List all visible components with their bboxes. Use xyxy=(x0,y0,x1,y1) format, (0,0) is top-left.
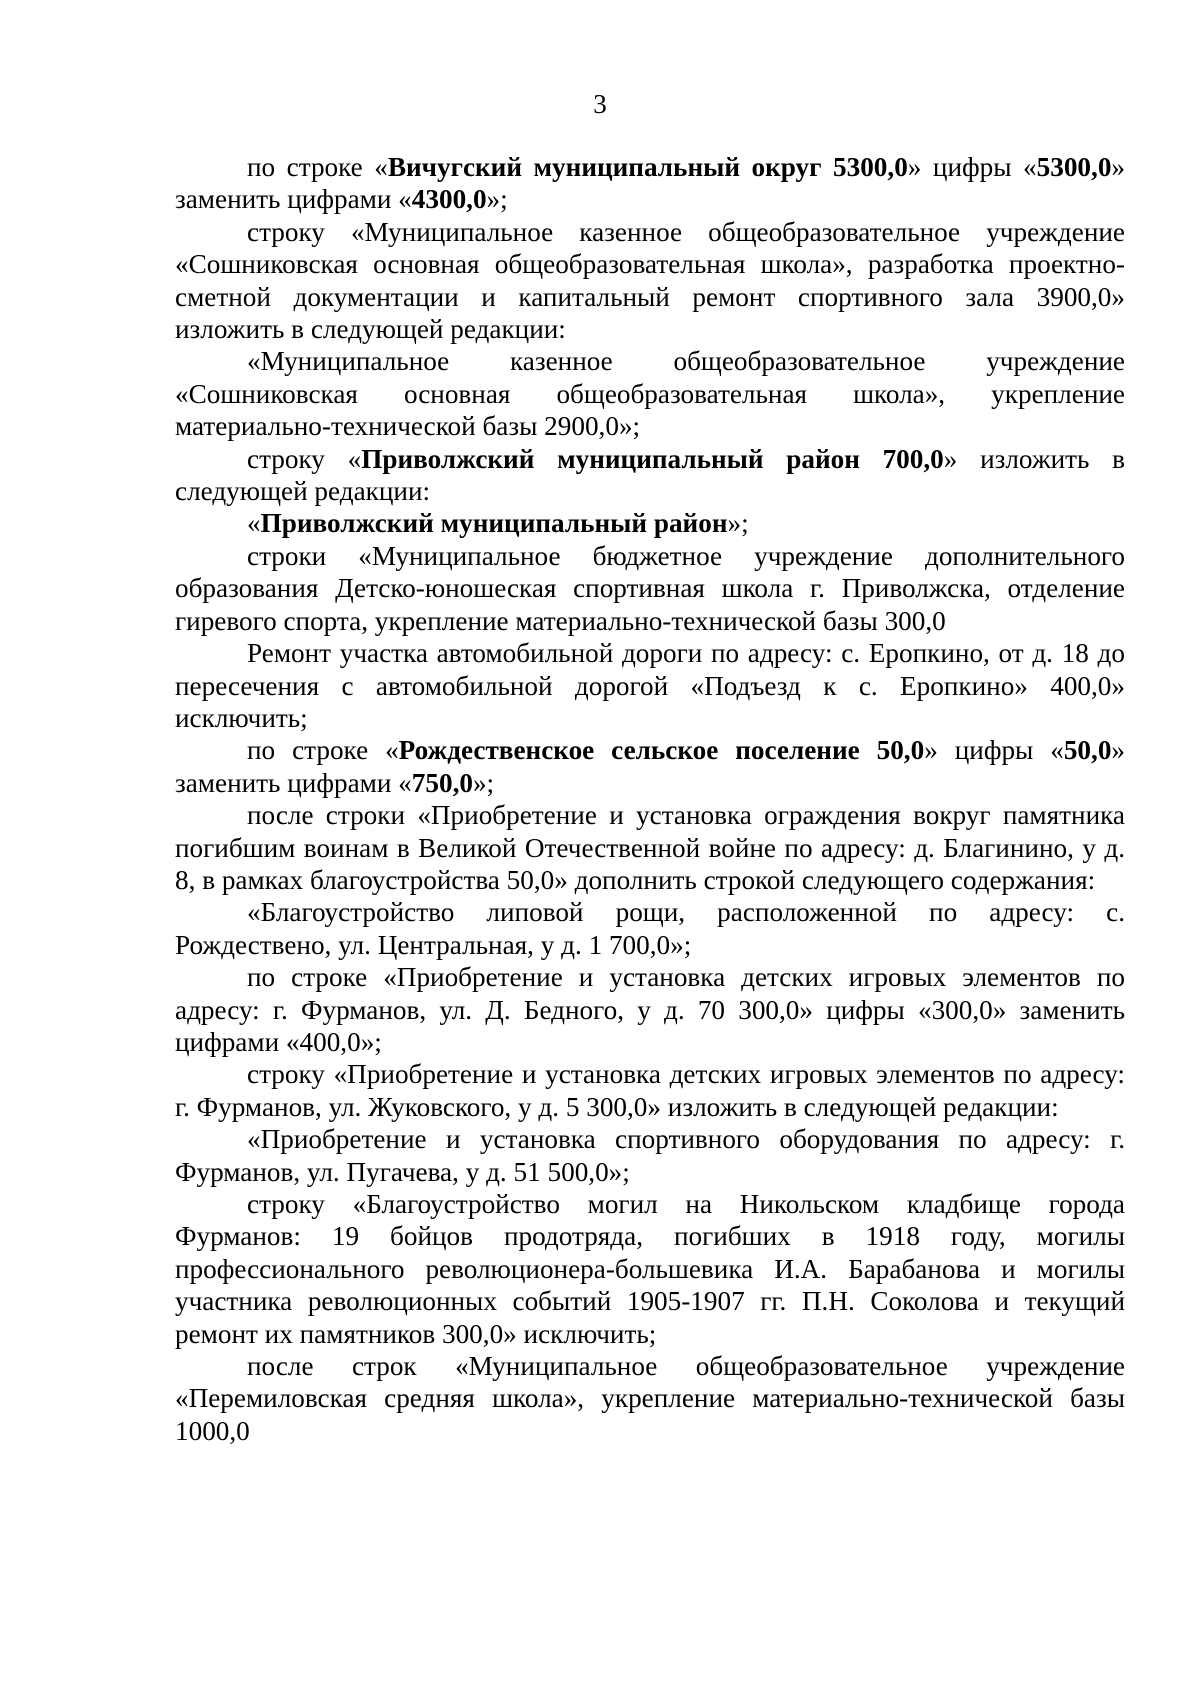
text-segment: » цифры « xyxy=(907,152,1037,182)
text-segment: по строке « xyxy=(247,152,388,182)
text-segment: »; xyxy=(486,184,508,215)
document-body xyxy=(175,151,1125,1447)
text-segment: строку « xyxy=(247,443,362,474)
text-segment: » изложить в следующей редакции: xyxy=(175,443,1125,507)
paragraph xyxy=(175,1058,1125,1123)
text-segment: »; xyxy=(727,508,749,539)
paragraph xyxy=(175,896,1125,961)
paragraph xyxy=(175,1123,1125,1188)
text-segment: » заменить цифрами « xyxy=(175,735,1125,798)
text-segment: »; xyxy=(472,767,495,798)
bold-text: 50,0 xyxy=(1063,735,1112,766)
text-segment: « xyxy=(247,508,261,539)
text-segment: после строки «Приобретение и установка ограждения вокруг памятника погибшим воинам в Великой Отечественной войне по адресу: д. Благинино, у д. 8, в рамках благоустройства 50,0» дополнить строкой следующего содержания: xyxy=(175,800,1125,895)
paragraph xyxy=(175,216,1125,346)
paragraph xyxy=(175,540,1125,637)
paragraph xyxy=(175,637,1125,734)
paragraph xyxy=(175,345,1125,442)
text-segment: строки «Муниципальное бюджетное учреждение дополнительного образования Детско-юношеская спортивная школа г. Приволжска, отделение гиревого спорта, укрепление материально-технической базы 300,0 xyxy=(175,540,1125,636)
bold-text: Приволжский муниципальный район 700,0 xyxy=(361,443,944,474)
text-segment: строку «Муниципальное казенное общеобразовательное учреждение «Сошниковская основная общеобразовательная школа», разработка проектно-сметной документации и капитальный ремонт спортивного зала 3900,0» изложить в следующей редакции: xyxy=(175,216,1125,345)
text-segment: строку «Приобретение и установка детских игровых элементов по адресу: г. Фурманов, ул. Жуковского, у д. 5 300,0» изложить в следующей редакции: xyxy=(175,1059,1125,1122)
paragraph xyxy=(175,961,1125,1058)
paragraph xyxy=(175,151,1125,216)
page-number: 3 xyxy=(593,89,607,119)
bold-text: Приволжский муниципальный район xyxy=(260,508,728,539)
text-segment: по строке « xyxy=(247,735,399,766)
text-segment: «Муниципальное казенное общеобразовательное учреждение «Сошниковская основная общеобразовательная школа», укрепление материально-технической базы 2900,0»; xyxy=(175,346,1125,442)
paragraph xyxy=(175,507,1125,539)
text-segment: » цифры « xyxy=(924,735,1064,766)
paragraph xyxy=(175,799,1125,896)
bold-text: 4300,0 xyxy=(411,184,487,215)
bold-text: Вичугский муниципальный округ 5300,0 xyxy=(387,152,908,182)
paragraph xyxy=(175,734,1125,799)
text-segment: «Благоустройство липовой рощи, расположенной по адресу: с. Рождествено, ул. Центральная, у д. 1 700,0»; xyxy=(175,897,1125,960)
bold-text: 5300,0 xyxy=(1036,152,1112,182)
text-segment: после строк «Муниципальное общеобразовательное учреждение «Перемиловская средняя школа», укрепление материально-технической базы 1000,0 xyxy=(175,1351,1125,1446)
paragraph xyxy=(175,1188,1125,1350)
text-segment: » заменить цифрами « xyxy=(175,152,1125,215)
bold-text: Рождественское сельское поселение 50,0 xyxy=(398,735,925,766)
paragraph xyxy=(175,1350,1125,1447)
text-segment: «Приобретение и установка спортивного оборудования по адресу: г. Фурманов, ул. Пугачева, у д. 51 500,0»; xyxy=(175,1124,1125,1187)
text-segment: Ремонт участка автомобильной дороги по адресу: с. Еропкино, от д. 18 до пересечения с автомобильной дорогой «Подъезд к с. Еропкино» 400,0» исключить; xyxy=(175,638,1125,733)
text-segment: по строке «Приобретение и установка детских игровых элементов по адресу: г. Фурманов, ул. Д. Бедного, у д. 70 300,0» цифры «300,0» заменить цифрами «400,0»; xyxy=(175,962,1125,1057)
bold-text: 750,0 xyxy=(411,767,473,798)
text-segment: строку «Благоустройство могил на Никольском кладбище города Фурманов: 19 бойцов продотряда, погибших в 1918 году, могилы профессионального революционера-большевика И.А. Барабанова и могилы участника революционных событий 1905-1907 гг. П.Н. Соколова и текущий ремонт их памятников 300,0» исключить; xyxy=(175,1189,1125,1349)
paragraph xyxy=(175,443,1125,508)
